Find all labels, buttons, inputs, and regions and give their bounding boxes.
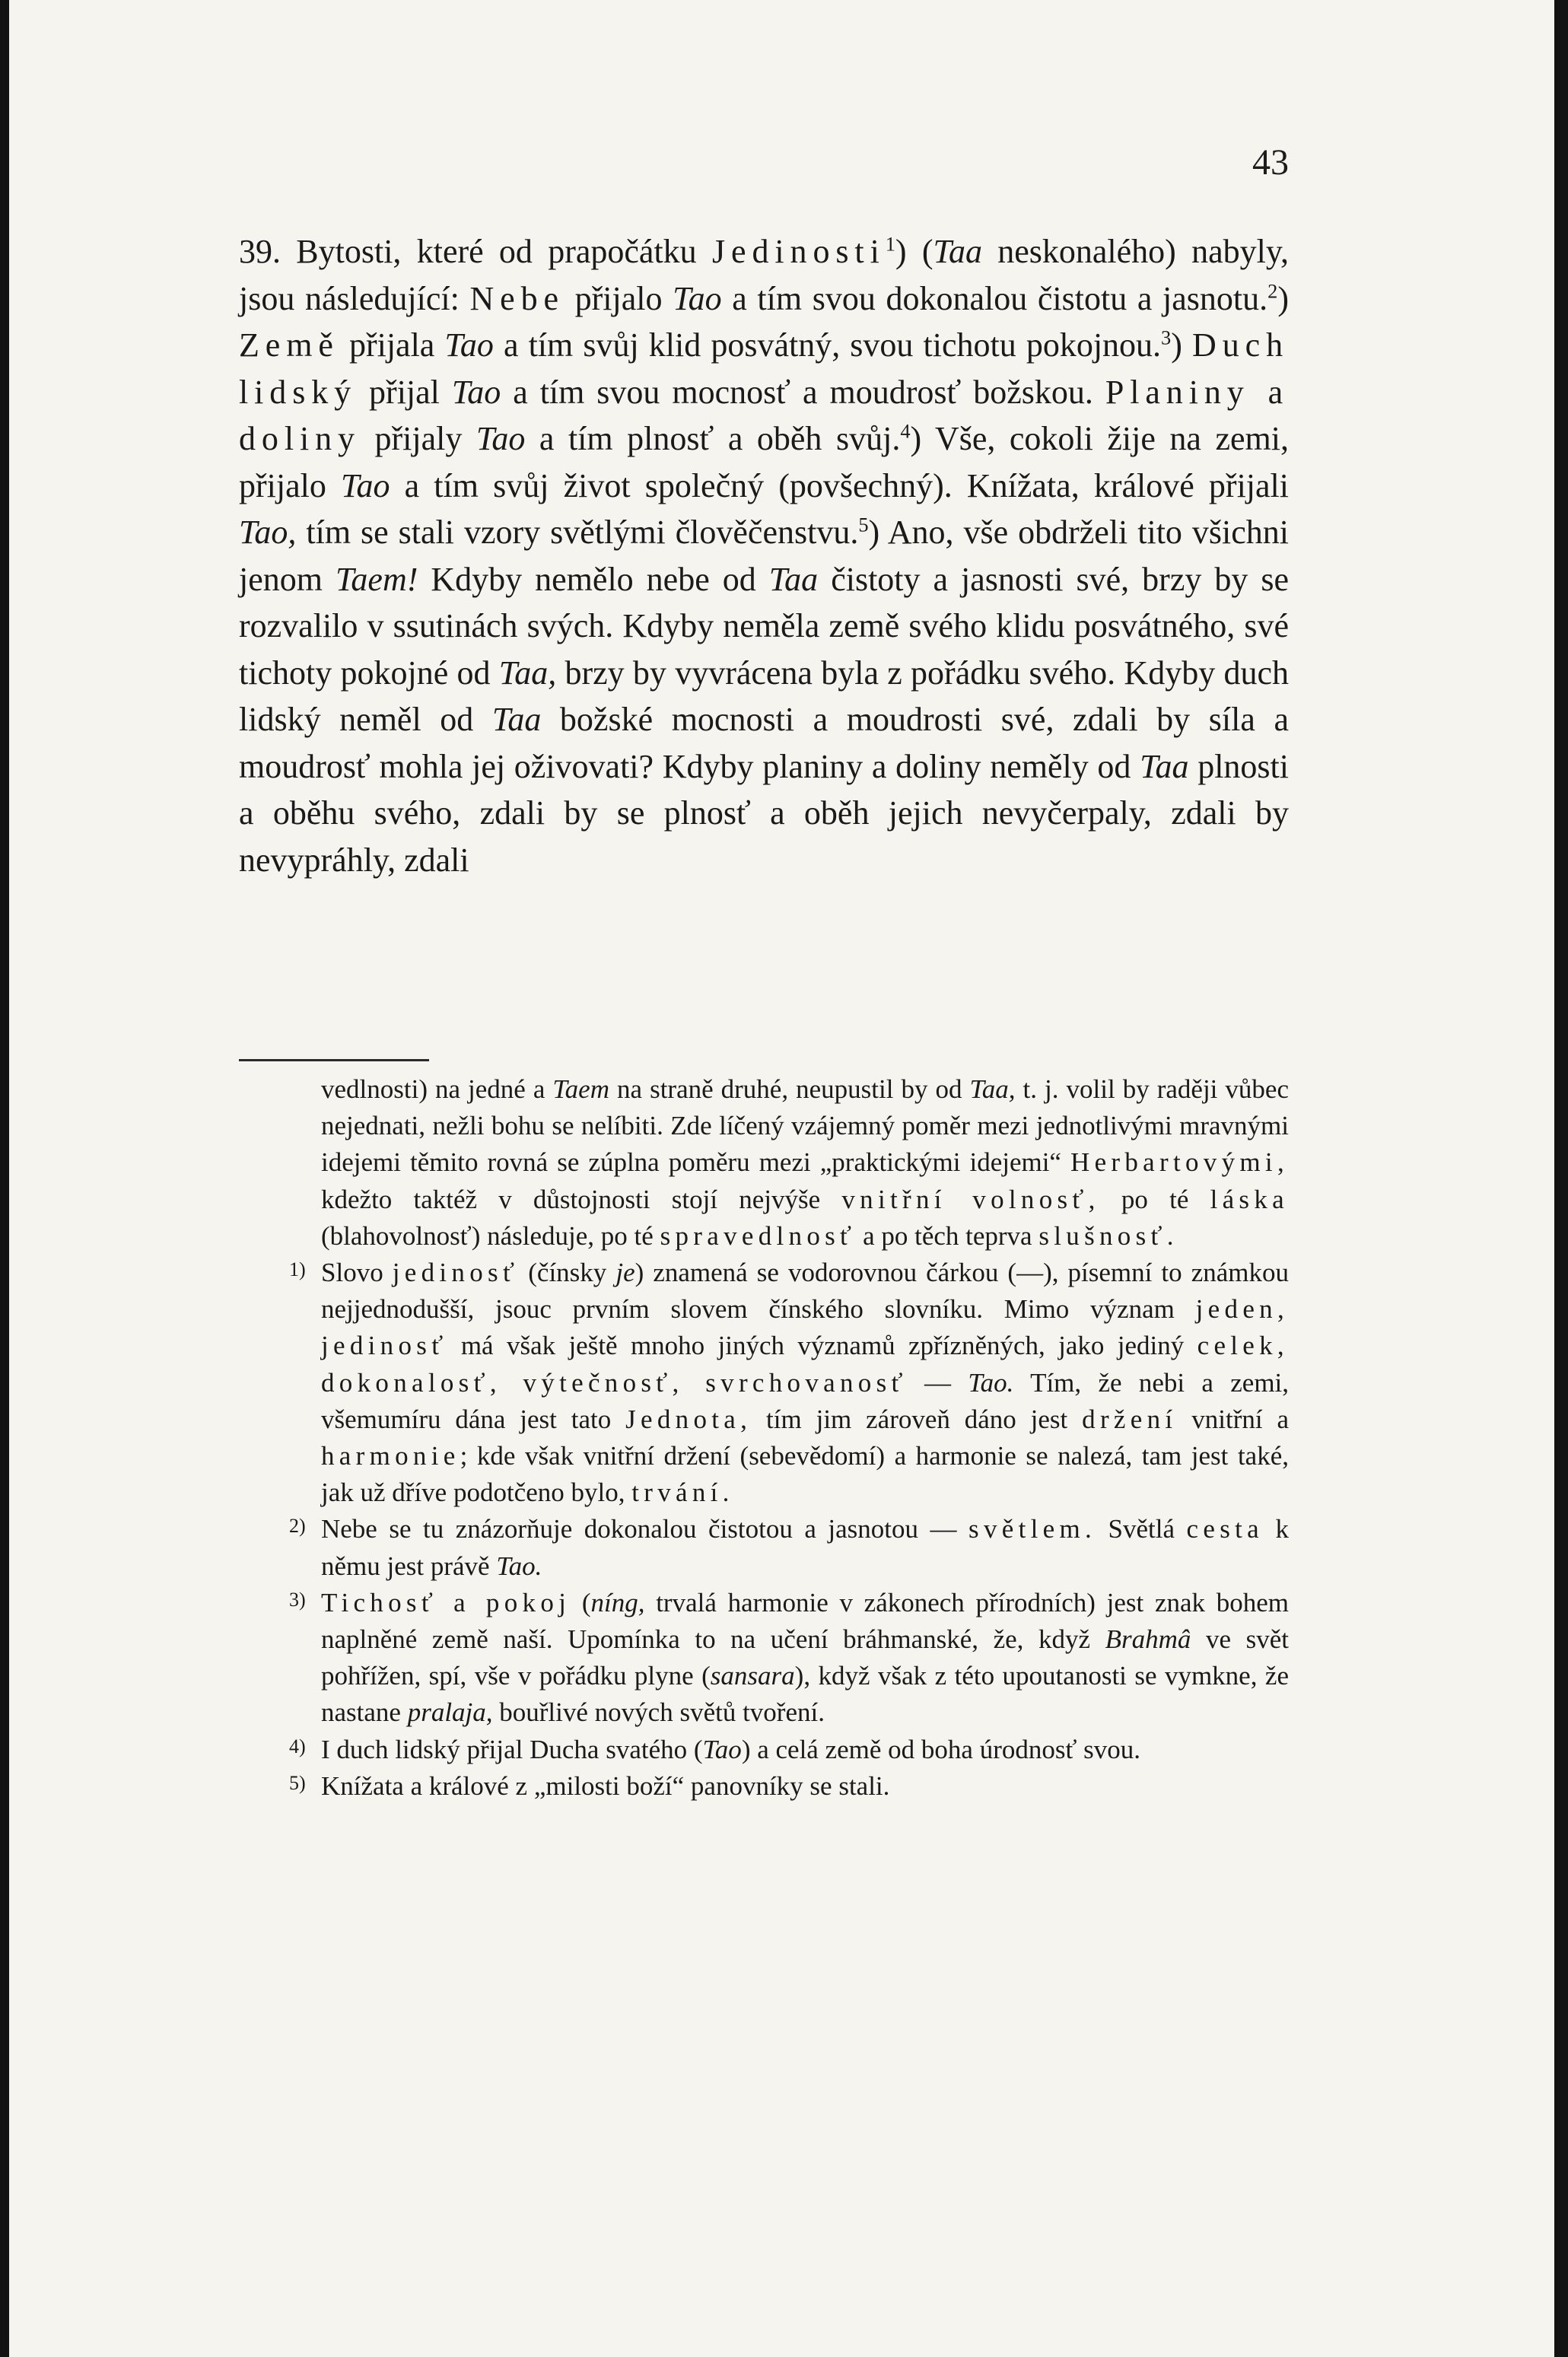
text-run: vedlnosti) na jedné a xyxy=(321,1074,553,1104)
text-run: ( xyxy=(571,1587,591,1617)
text-run: vnitřní a xyxy=(1177,1404,1289,1434)
italic-term: Taa, xyxy=(498,654,557,692)
text-run: ) a celá země od boha úrodnosť svou. xyxy=(741,1734,1141,1764)
text-run: — xyxy=(907,1367,968,1398)
footnote-ref: 3 xyxy=(1161,326,1172,349)
text-run: Slovo xyxy=(321,1258,393,1288)
footnote-ref: 5 xyxy=(858,513,869,536)
text-run: a tím svou dokonalou čistotu a jasnotu. xyxy=(721,279,1268,317)
footnote-3 xyxy=(239,1585,1289,1732)
text-run: má však ještě mnoho jiných významů zpřízněných, jako jediný xyxy=(447,1331,1197,1361)
spaced-emphasis: harmonie xyxy=(321,1441,460,1471)
text-run: a tím svou mocnosť a moudrosť božskou. xyxy=(501,373,1105,411)
text-run: ) znamená se vodorovnou čárkou (—), písemní to známkou nejjednodušší, jsouc prvním slovem čínského slovníku. Mimo význam xyxy=(321,1258,1289,1325)
italic-term: pralaja, xyxy=(407,1697,493,1728)
text-run: bouřlivé nových světů tvoření. xyxy=(492,1697,825,1728)
italic-term: Taa xyxy=(933,233,982,270)
text-run: ) xyxy=(1171,326,1192,364)
text-run: po té xyxy=(1099,1184,1210,1214)
footnote-4 xyxy=(239,1732,1289,1768)
footnote-ref: 4 xyxy=(900,419,911,443)
main-paragraph xyxy=(239,228,1289,883)
text-run: a tím svůj život společný (povšechný). Knížata, králové přijali xyxy=(390,466,1290,504)
spaced-emphasis: spravedlnosť xyxy=(660,1220,857,1251)
text-run: ; kde však vnitřní držení (sebevědomí) a harmonie se nalezá, tam jest také, jak už dříve podotčeno bylo, xyxy=(321,1441,1289,1508)
text-run: Tím, že nebi a zemi, všemumíru dána jest tato xyxy=(321,1367,1290,1434)
spaced-emphasis: Jednota, xyxy=(625,1404,752,1434)
italic-term: Tao. xyxy=(496,1551,542,1581)
italic-term: je xyxy=(615,1258,635,1288)
text-run: tím jim zároveň dáno jest xyxy=(752,1404,1083,1434)
text-run: brzy by vyvrácena byla z pořádku svého. Kdyby duch lidský neměl od xyxy=(239,654,1289,738)
spaced-emphasis: slušnosť. xyxy=(1038,1220,1178,1251)
text-run: (blahovolnosť) následuje, po té xyxy=(321,1220,660,1251)
spaced-emphasis: trvání. xyxy=(631,1477,734,1508)
text-run: přijaly xyxy=(360,420,476,457)
italic-term: Tao xyxy=(475,420,526,457)
italic-term: Brahmâ xyxy=(1105,1624,1191,1655)
footnote-marker: 5) xyxy=(289,1771,306,1794)
text-run: ve svět pohřížen, spí, vše v pořádku plyne ( xyxy=(321,1624,1289,1691)
text-run: přijalo xyxy=(565,279,673,317)
spaced-emphasis: láska xyxy=(1210,1184,1289,1214)
text-run: neskonalého) nabyly, jsou následující: xyxy=(239,233,1290,317)
italic-term: Tao xyxy=(451,373,501,411)
text-run: (čínsky xyxy=(519,1258,616,1288)
text-run: a po těch teprva xyxy=(856,1220,1039,1251)
spaced-emphasis: držení xyxy=(1082,1404,1178,1434)
italic-term: Tao xyxy=(673,279,722,317)
footnote-separator xyxy=(239,1059,429,1061)
footnote-1 xyxy=(239,1255,1289,1511)
italic-term: Taa, xyxy=(969,1074,1016,1104)
footnote-continuation xyxy=(239,1071,1289,1255)
book-page xyxy=(9,0,1554,2357)
text-run: na straně druhé, neupustil by od xyxy=(609,1074,970,1104)
text-run: I duch lidský přijal Ducha svatého ( xyxy=(321,1734,703,1764)
text-run: t. j. volil by raději vůbec nejednati, nežli bohu se nelíbiti. Zde líčený vzájemný poměr mezi jednotlivými mravnými idejemi těmito rovná se zúplna poměru mezi „praktickými idejemi“ xyxy=(321,1074,1289,1178)
italic-term: níng, xyxy=(590,1587,645,1617)
text-run: 39. Bytosti, které od prapočátku xyxy=(239,233,712,270)
footnotes xyxy=(239,1071,1289,1805)
text-run: Knížata a králové z „milosti boží“ panovníky se stali. xyxy=(321,1770,890,1801)
italic-term: Tao xyxy=(702,1734,742,1764)
footnote-2 xyxy=(239,1511,1289,1584)
italic-term: Taa xyxy=(1140,747,1189,785)
italic-term: Tao. xyxy=(968,1367,1014,1398)
spaced-emphasis: vnitřní volnosť, xyxy=(841,1184,1100,1214)
text-run: a tím svůj klid posvátný, svou tichotu pokojnou. xyxy=(493,326,1162,364)
italic-term: Tao xyxy=(341,466,390,504)
text-run: Nebe se tu znázorňuje dokonalou čistotou a jasnotou — xyxy=(321,1514,969,1544)
footnote-ref: 2 xyxy=(1267,278,1278,302)
text-run: plnosti a oběhu svého, zdali by se plnosť a oběh jejich nevyčerpaly, zdali by nevypráhly, zdali xyxy=(239,747,1289,879)
italic-term: Taem xyxy=(552,1074,609,1104)
text-run: kdežto taktéž v důstojnosti stojí nejvýše xyxy=(321,1184,842,1214)
spaced-emphasis: světlem. xyxy=(968,1514,1097,1544)
text-run: čistoty a jasnosti své, brzy by se rozvalilo v ssutinách svých. Kdyby neměla země svého klidu posvátného, své tichoty pokojné od xyxy=(239,560,1290,692)
italic-term: sansara xyxy=(710,1661,795,1691)
text-run: ) Vše, cokoli žije na zemi, přijalo xyxy=(239,420,1290,504)
spaced-emphasis: jedinosť xyxy=(392,1258,520,1288)
text-run: Kdyby nemělo nebe od xyxy=(418,560,769,598)
spaced-emphasis: Země xyxy=(239,326,339,364)
footnote-marker: 2) xyxy=(289,1515,306,1538)
text-run: trvalá harmonie v zákonech přírodních) jest znak bohem naplněné země naší. Upomínka to na učení bráhmanské, že, když xyxy=(321,1587,1289,1655)
italic-term: Taem! xyxy=(335,560,418,598)
spaced-emphasis: Jedinosti xyxy=(711,233,886,270)
text-run: ) xyxy=(1277,279,1290,317)
spaced-emphasis: Planiny a doliny xyxy=(239,373,1290,457)
italic-term: Tao, xyxy=(239,514,297,551)
text-run: ) Ano, vše obdrželi tito všichni jenom xyxy=(239,514,1289,598)
spaced-emphasis: jeden, jedinosť xyxy=(321,1294,1289,1361)
spaced-emphasis: Duch lidský xyxy=(239,326,1289,411)
text-run: a tím plnosť a oběh svůj. xyxy=(525,420,901,457)
text-run: k němu jest právě xyxy=(321,1514,1290,1581)
text-run: božské mocnosti a moudrosti své, zdali by síla a moudrosť mohla jej oživovati? Kdyby planiny a doliny neměly od xyxy=(239,701,1289,785)
text-run: tím se stali vzory světlými člověčenstvu. xyxy=(296,514,859,551)
text-run: přijal xyxy=(357,373,452,411)
spaced-emphasis: Tichosť a pokoj xyxy=(321,1587,571,1617)
footnote-marker: 3) xyxy=(289,1588,306,1611)
italic-term: Taa xyxy=(768,560,819,598)
italic-term: Tao xyxy=(444,326,494,364)
spaced-emphasis: cesta xyxy=(1186,1514,1264,1544)
footnote-marker: 4) xyxy=(289,1735,306,1757)
italic-term: Taa xyxy=(491,701,542,738)
spaced-emphasis: Herbartovými, xyxy=(1070,1147,1289,1178)
text-run: Světlá xyxy=(1096,1514,1187,1544)
page-number: 43 xyxy=(1252,142,1289,183)
spaced-emphasis: Nebe xyxy=(469,279,565,317)
text-run: ), když však z této upoutanosti se vymkne, že nastane xyxy=(321,1661,1289,1728)
text-run: ) ( xyxy=(895,233,933,270)
footnote-marker: 1) xyxy=(289,1258,306,1281)
text-run: přijala xyxy=(339,326,445,364)
footnote-5 xyxy=(239,1768,1289,1805)
footnote-ref: 1 xyxy=(885,232,895,256)
spaced-emphasis: celek, dokonalosť, výtečnosť, svrchovanosť xyxy=(321,1331,1289,1398)
